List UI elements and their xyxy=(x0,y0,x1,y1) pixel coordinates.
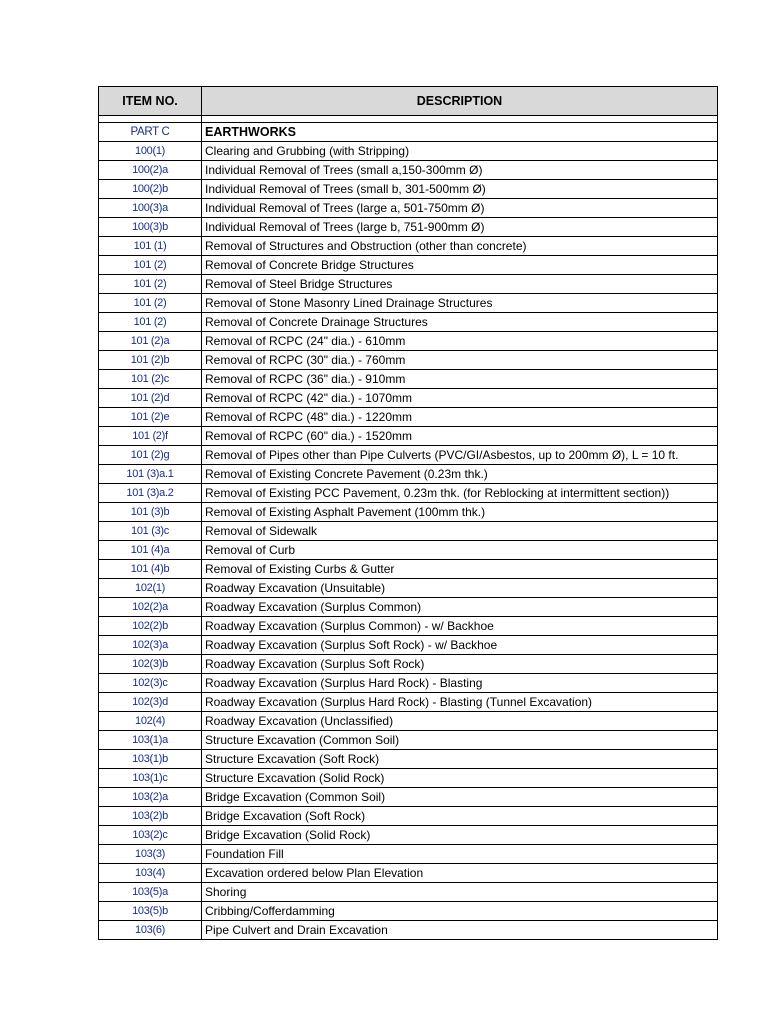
item-description: Removal of Concrete Drainage Structures xyxy=(202,313,718,332)
item-description: Removal of Existing Asphalt Pavement (100mm thk.) xyxy=(202,503,718,522)
item-number: 101 (2)b xyxy=(99,351,202,370)
item-number: 102(1) xyxy=(99,579,202,598)
table-row xyxy=(99,560,718,579)
table-row xyxy=(99,731,718,750)
item-description: Roadway Excavation (Unsuitable) xyxy=(202,579,718,598)
table-row xyxy=(99,864,718,883)
item-description: Foundation Fill xyxy=(202,845,718,864)
item-description: Excavation ordered below Plan Elevation xyxy=(202,864,718,883)
table-row xyxy=(99,199,718,218)
item-description: Removal of RCPC (60" dia.) - 1520mm xyxy=(202,427,718,446)
item-number: 101 (2)g xyxy=(99,446,202,465)
table-row xyxy=(99,807,718,826)
table-row xyxy=(99,427,718,446)
item-description: Individual Removal of Trees (large b, 751-900mm Ø) xyxy=(202,218,718,237)
item-description: Removal of RCPC (42" dia.) - 1070mm xyxy=(202,389,718,408)
table-row xyxy=(99,332,718,351)
item-number: 103(5)a xyxy=(99,883,202,902)
part-code: PART C xyxy=(99,123,202,142)
table-row xyxy=(99,655,718,674)
item-number: 101 (3)c xyxy=(99,522,202,541)
item-description: Removal of RCPC (36" dia.) - 910mm xyxy=(202,370,718,389)
item-number: 102(4) xyxy=(99,712,202,731)
item-description: Roadway Excavation (Surplus Hard Rock) - Blasting xyxy=(202,674,718,693)
item-description: Individual Removal of Trees (small b, 301-500mm Ø) xyxy=(202,180,718,199)
item-number: 100(3)b xyxy=(99,218,202,237)
item-description: Cribbing/Cofferdamming xyxy=(202,902,718,921)
item-number: 103(1)c xyxy=(99,769,202,788)
item-description: Pipe Culvert and Drain Excavation xyxy=(202,921,718,940)
table-row xyxy=(99,883,718,902)
item-number: 101 (2) xyxy=(99,294,202,313)
description-header: DESCRIPTION xyxy=(202,87,718,116)
table-row xyxy=(99,218,718,237)
item-number: 103(1)a xyxy=(99,731,202,750)
item-description: Structure Excavation (Soft Rock) xyxy=(202,750,718,769)
item-description: Removal of Existing Curbs & Gutter xyxy=(202,560,718,579)
item-number: 101 (3)b xyxy=(99,503,202,522)
item-description: Roadway Excavation (Surplus Soft Rock) - w/ Backhoe xyxy=(202,636,718,655)
part-row xyxy=(99,123,718,142)
item-description: Removal of Curb xyxy=(202,541,718,560)
item-number: 103(5)b xyxy=(99,902,202,921)
item-description: Removal of Structures and Obstruction (other than concrete) xyxy=(202,237,718,256)
item-number: 101 (4)b xyxy=(99,560,202,579)
item-number: 101 (3)a.1 xyxy=(99,465,202,484)
item-description: Roadway Excavation (Surplus Common) - w/ Backhoe xyxy=(202,617,718,636)
table-row xyxy=(99,408,718,427)
pay-items-table xyxy=(98,86,718,940)
item-no-header: ITEM NO. xyxy=(99,87,202,116)
item-number: 102(3)c xyxy=(99,674,202,693)
item-description: Roadway Excavation (Unclassified) xyxy=(202,712,718,731)
table-row xyxy=(99,389,718,408)
item-number: 101 (2) xyxy=(99,256,202,275)
table-row xyxy=(99,636,718,655)
item-number: 102(2)b xyxy=(99,617,202,636)
table-body xyxy=(99,116,718,940)
table-row xyxy=(99,237,718,256)
table-row xyxy=(99,275,718,294)
item-description: Clearing and Grubbing (with Stripping) xyxy=(202,142,718,161)
item-number: 101 (2)d xyxy=(99,389,202,408)
item-description: Removal of RCPC (48" dia.) - 1220mm xyxy=(202,408,718,427)
item-number: 102(2)a xyxy=(99,598,202,617)
item-number: 100(1) xyxy=(99,142,202,161)
spacer-row xyxy=(99,116,718,123)
item-description: Removal of RCPC (24" dia.) - 610mm xyxy=(202,332,718,351)
item-description: Bridge Excavation (Solid Rock) xyxy=(202,826,718,845)
table-row xyxy=(99,579,718,598)
item-description: Roadway Excavation (Surplus Hard Rock) - Blasting (Tunnel Excavation) xyxy=(202,693,718,712)
table-row xyxy=(99,541,718,560)
table-row xyxy=(99,674,718,693)
table-row xyxy=(99,180,718,199)
item-number: 103(1)b xyxy=(99,750,202,769)
item-number: 100(3)a xyxy=(99,199,202,218)
table-row xyxy=(99,617,718,636)
item-description: Bridge Excavation (Soft Rock) xyxy=(202,807,718,826)
item-number: 101 (2) xyxy=(99,275,202,294)
table-row xyxy=(99,788,718,807)
item-description: Shoring xyxy=(202,883,718,902)
item-number: 102(3)d xyxy=(99,693,202,712)
table-row xyxy=(99,693,718,712)
item-number: 103(2)c xyxy=(99,826,202,845)
item-number: 103(4) xyxy=(99,864,202,883)
item-number: 101 (3)a.2 xyxy=(99,484,202,503)
item-description: Removal of Pipes other than Pipe Culverts (PVC/GI/Asbestos, up to 200mm Ø), L = 10 ft. xyxy=(202,446,718,465)
table-row xyxy=(99,256,718,275)
table-row xyxy=(99,826,718,845)
item-description: Removal of Existing PCC Pavement, 0.23m thk. (for Reblocking at intermittent section)) xyxy=(202,484,718,503)
table-row xyxy=(99,142,718,161)
item-number: 100(2)a xyxy=(99,161,202,180)
table-row xyxy=(99,484,718,503)
item-description: Individual Removal of Trees (small a,150-300mm Ø) xyxy=(202,161,718,180)
part-title: EARTHWORKS xyxy=(202,123,718,142)
table-row xyxy=(99,465,718,484)
table-row xyxy=(99,503,718,522)
item-number: 101 (2)e xyxy=(99,408,202,427)
item-number: 103(2)b xyxy=(99,807,202,826)
table-row xyxy=(99,161,718,180)
item-number: 103(2)a xyxy=(99,788,202,807)
table-row xyxy=(99,446,718,465)
table-row xyxy=(99,750,718,769)
item-description: Roadway Excavation (Surplus Common) xyxy=(202,598,718,617)
table-row xyxy=(99,845,718,864)
item-description: Removal of Sidewalk xyxy=(202,522,718,541)
item-number: 101 (4)a xyxy=(99,541,202,560)
item-description: Individual Removal of Trees (large a, 501-750mm Ø) xyxy=(202,199,718,218)
table-row xyxy=(99,902,718,921)
item-description: Structure Excavation (Solid Rock) xyxy=(202,769,718,788)
header-row xyxy=(99,87,718,116)
item-number: 101 (2)f xyxy=(99,427,202,446)
table-row xyxy=(99,598,718,617)
item-description: Bridge Excavation (Common Soil) xyxy=(202,788,718,807)
item-number: 100(2)b xyxy=(99,180,202,199)
item-description: Removal of RCPC (30" dia.) - 760mm xyxy=(202,351,718,370)
item-description: Removal of Stone Masonry Lined Drainage Structures xyxy=(202,294,718,313)
table-row xyxy=(99,522,718,541)
item-number: 101 (2)c xyxy=(99,370,202,389)
table-row xyxy=(99,370,718,389)
item-number: 103(6) xyxy=(99,921,202,940)
item-description: Structure Excavation (Common Soil) xyxy=(202,731,718,750)
table-row xyxy=(99,313,718,332)
table-row xyxy=(99,712,718,731)
item-description: Removal of Existing Concrete Pavement (0.23m thk.) xyxy=(202,465,718,484)
table-row xyxy=(99,294,718,313)
item-number: 101 (1) xyxy=(99,237,202,256)
item-number: 101 (2)a xyxy=(99,332,202,351)
item-description: Roadway Excavation (Surplus Soft Rock) xyxy=(202,655,718,674)
item-number: 102(3)a xyxy=(99,636,202,655)
table-row xyxy=(99,769,718,788)
item-number: 101 (2) xyxy=(99,313,202,332)
item-number: 102(3)b xyxy=(99,655,202,674)
table-row xyxy=(99,921,718,940)
item-number: 103(3) xyxy=(99,845,202,864)
item-description: Removal of Steel Bridge Structures xyxy=(202,275,718,294)
table-row xyxy=(99,351,718,370)
item-description: Removal of Concrete Bridge Structures xyxy=(202,256,718,275)
